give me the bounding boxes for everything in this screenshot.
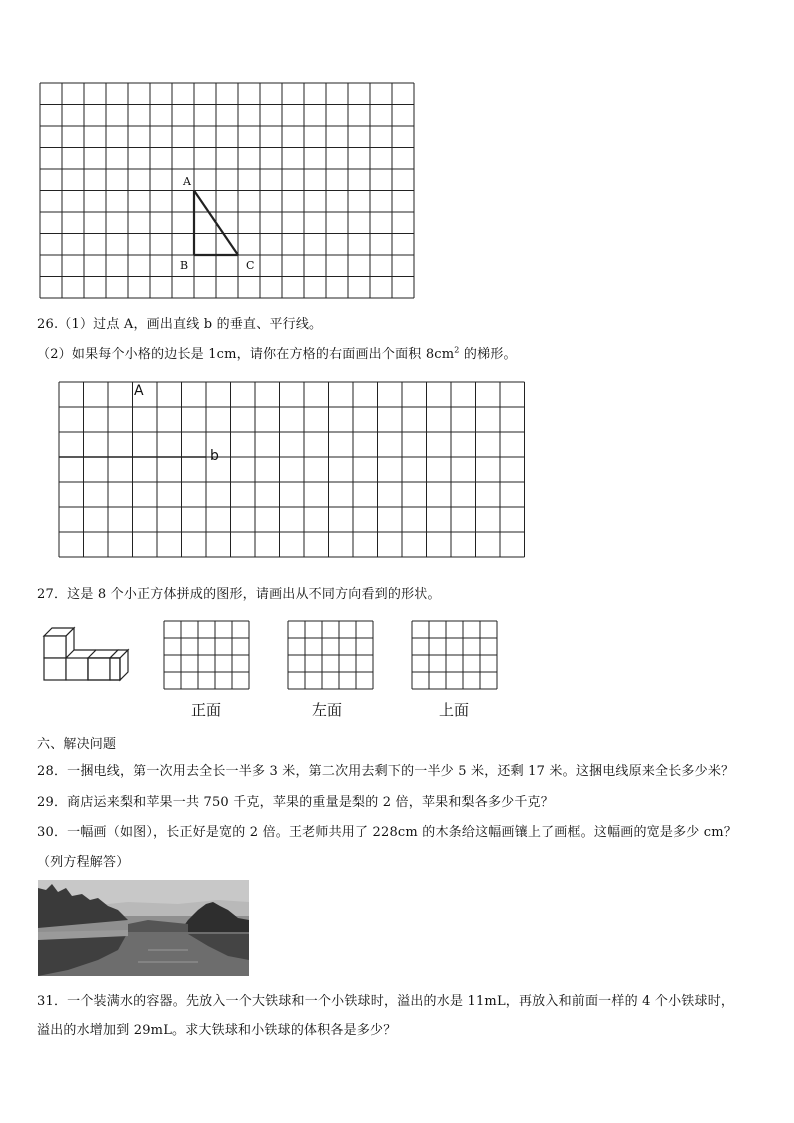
question-26-part-2-tail: 的梯形。	[459, 347, 517, 362]
front-view-grid	[163, 620, 253, 692]
cube-side-face	[110, 658, 120, 680]
cube-figure	[42, 624, 132, 694]
point-b-label: B	[180, 259, 189, 272]
cube-front-face	[44, 658, 66, 680]
top-view-caption: 上面	[439, 701, 470, 719]
area-exponent: 2	[454, 345, 460, 355]
question-27: 27．这是 8 个小正方体拼成的图形，请画出从不同方向看到的形状。	[37, 587, 441, 602]
line-b-grid	[57, 380, 527, 560]
landscape-painting	[38, 880, 249, 976]
section-title: 六、解决问题	[37, 737, 117, 752]
cube-front-face	[44, 636, 66, 658]
question-26-part-2	[37, 343, 517, 362]
left-view-grid	[287, 620, 377, 692]
question-28: 28．一捆电线，第一次用去全长一半多 3 米，第二次用去剩下的一半少 5 米，还剩 17 米。这捆电线原来全长多少米？	[37, 764, 735, 779]
point-a-label: A	[183, 175, 192, 188]
question-29: 29．商店运来梨和苹果一共 750 千克，苹果的重量是梨的 2 倍，苹果和梨各多少千克？	[37, 795, 554, 810]
question-26-part-2-text: （2）如果每个小格的边长是 1cm，请你在方格的右面画出个面积 8cm	[37, 347, 455, 362]
left-view-caption: 左面	[312, 701, 343, 719]
cube-front-face	[66, 658, 88, 680]
triangle-grid	[38, 80, 418, 300]
question-30-note: （列方程解答）	[37, 855, 130, 870]
grid2-point-a-label: A	[134, 383, 144, 399]
question-30: 30．一幅画（如图），长正好是宽的 2 倍。王老师共用了 228cm 的木条给这幅画镶上了画框。这幅画的宽是多少 cm？	[37, 825, 738, 840]
top-view-grid	[411, 620, 501, 692]
cube-front-face	[88, 658, 110, 680]
question-26-part-1: 26.（1）过点 A，画出直线 b 的垂直、平行线。	[37, 317, 323, 332]
question-31-line-2: 溢出的水增加到 29mL。求大铁球和小铁球的体积各是多少？	[37, 1023, 397, 1038]
line-b-label: b	[210, 448, 219, 464]
question-31-line-1: 31．一个装满水的容器。先放入一个大铁球和一个小铁球时，溢出的水是 11mL，再放入和前面一样的 4 个小铁球时，	[37, 994, 735, 1009]
front-view-caption: 正面	[191, 701, 222, 719]
point-c-label: C	[246, 259, 255, 272]
